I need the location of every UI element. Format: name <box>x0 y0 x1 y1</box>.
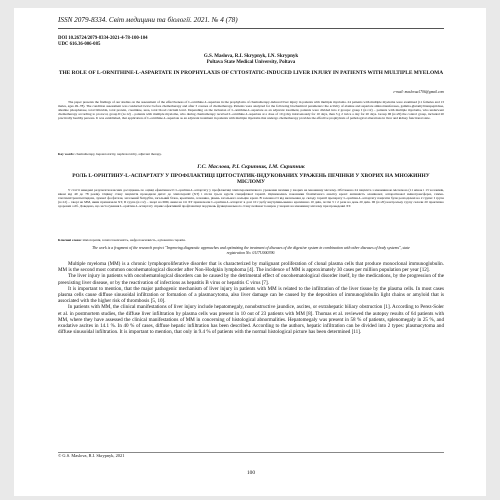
keywords-en-label: Key words: <box>58 152 75 156</box>
body-paragraph: It is important to mention, that the major pathogenic mechanism of liver injury in patients with MM is related to the infiltration of the liver tissue by the plasma cells. In most cases plasma cells cause diffuse sinusoidal infiltration or formation of a plasmacytoma, also liver damage can be caused by the deposition of immunoglobulin light chains or amyloid that is associated with the higher risk of thrombosis [5, 10]. <box>58 285 444 305</box>
abstract-ua: У статті наведені результати власних досліджень по оцінці ефективності L-орнітин-L-аспартату у профілактиці хіміотерапевтичного ураження печінки у хворих на множинну мієлому. Обстежено 24 пацієнта з множинною мієломою (11 жінок і 13 чоловіків, віком від 49 до 78 років). Оцінку стану пацієнтів проводили двічі: до хіміотерапії (ХТ) і після трьох курсів специфічної терапії. Оцінювались показники біохімічного аналізу крові: активність аланінової, аспарагінової амінотрансфераз, гамма-глютамілтранспептидази, лужної фосфатази, загальний білірубін, загальний білок, креатинін, сечовина, рівень загального кальцію крові. В залежності від включення до складу терапії препарату L-орнітин-L-аспартату пацієнти були розподілені на 2 групи: І група (n=12) – хворі на ММ, яким призначали ХТ, ІІ група (n=12) – хворі на ММ, яким на тлі ХТ призначали L-орнітин-L-аспартат в дозі 10 г/добу внутрішньовенно краплинно 10 днів, потім 3 г 2 рази на день 20 днів. ІІІ (n=20) контрольну групу склали 20 практично здорових осіб. Доведено, що застосування L-орнітин-L-аспартату сприяє ефективній профілактиці порушень функціонального стану печінки та нирок у хворих на множинну мієлому при проведенні ХТ. <box>58 188 444 209</box>
body-paragraph: In patients with MM, the clinical manifestations of liver injury include hepatomegaly, nonobstructive jaundice, ascites, or extrahepatic biliary obstruction [1]. According to Perez-Soler et al. in postmortem studies, the diffuse liver infiltration by plasma cells was present in 10 out of 23 patients with MM [8]. Thomas et al. reviewed the autopsy results of 64 patients with MM, where they have assessed the clinical manifestations of MM in concerning of histological abnormalities. Hepatomegaly was present in 58 % of patients, splenomegaly in 25 %, and exudative ascites in 14.1 %. In 40 % of cases, diffuse hepatic infiltration has been described. According to the authors, hepatic infiltration can be divided into 2 types: plasmacytoma and diffuse sinusoidal infiltration. It is important to mention, that only in 9.4 % of patients with the normal histological picture has been determined [11]. <box>58 304 444 336</box>
article-body <box>58 261 444 335</box>
doi-block <box>58 36 444 48</box>
keywords-ua-text: хіміотерапія, гепатотоксичність, нефротоксичність, ад'ювантна терапія. <box>82 238 186 242</box>
affiliation-en: Poltava State Medical University, Poltava <box>206 59 296 65</box>
keywords-en <box>58 152 444 156</box>
doi-line: DOI 10.26724/2079-8334-2021-4-78-100-104 <box>58 36 148 41</box>
copyright-footer: © G.S. Maslova, R.I. Skrypnyk, 2021 <box>58 452 444 463</box>
keywords-ua-label: Ключові слова: <box>58 238 82 242</box>
authors-ua: Г.С. Маслова, Р.І. Скрипник, І.М. Скрипник <box>197 164 305 170</box>
authors-en-block <box>58 54 444 65</box>
author-email: e-mail: maslovaa1706@gmail.com <box>393 90 444 94</box>
udc-line: UDC 616.36-006-085 <box>58 42 101 47</box>
research-note: The work is a fragment of the research project "Improving diagnostic approaches and optimizing the treatment of diseases of the digestive system in combination with other diseases of body systems", state registration No. 0117U000390. <box>92 246 410 255</box>
abstract-en: The paper presents the findings of our studies on the assessment of the effectiveness of L-ornithine-L-aspartate in the prophylaxis of chemotherapy-induced liver injury in patients with multiple myeloma. 24 patients with multiple myeloma were examined (11 females and 13 males, ages 49–78). The condition assessment was conducted twice: before chemotherapy and after 3 courses of chemotherapy. Patients were analyzed for the following biochemical parameters: the activity of alanine and aspartate aminotransferases, gamma-glutamyltranspeptidase, alkaline phosphatase, total bilirubin, total protein, creatinine, urea, total blood calcium level. Depending on the inclusion of L-ornithine-L-aspartate as an adjuvant treatment, patients were divided into 2 groups: group I (n=12) – patients with multiple myeloma, who underwent chemotherapy according to protocol, group II (n=12) – patients with multiple myeloma, who during chemotherapy received L-ornithine-L-aspartate at a dose of 10 g/day intravenously for 10 days, then 3 g 2 twice a day for 20 days. Group III (n=20) the control group, included 20 practically healthy persons. It was established, that application of L-ornithine-L-aspartate as an adjuvant treatment in patients with multiple myeloma that undergo chemotherapy provides the effective prophylaxis of pathological alterations in liver and kidney functional state. <box>58 100 444 121</box>
page-number: 100 <box>246 470 256 476</box>
journal-header: ISSN 2079-8334. Світ медицини та біології. 2021. № 4 (78) <box>58 16 444 29</box>
body-paragraph: The liver injury in patients with oncohematological disorders can be caused by the detrimental effect of oncohematological disorder itself, by the medications, by the progression of the preexisting liver disease, or by the reactivation of infections as hepatitis B virus or hepatitis C virus [7]. <box>58 273 444 286</box>
authors-en: G.S. Maslova, R.I. Skrypnyk, I.N. Skrypnyk <box>203 54 299 59</box>
keywords-en-text: chemotherapy, hepatotoxicity, nephrotoxicity, adjuvant therapy. <box>75 152 162 156</box>
journal-page <box>14 8 486 496</box>
body-paragraph: Multiple myeloma (MM) is a chronic lymphoproliferative disorder that is characterized by malignant proliferation of clonal plasma cells that produce monoclonal immunoglobulin. MM is the second most common oncohematological disorder after Non-Hodgkin lymphoma [4]. The incidence of MM is approximately 30 cases per million population per year [12]. <box>58 261 444 274</box>
title-ua: РОЛЬ L-ОРНІТИНУ-L-АСПАРТАТУ У ПРОФІЛАКТИЦІ ЦИТОСТАТИК-ІНДУКОВАНИХ УРАЖЕНЬ ПЕЧІНКИ У ХВОРИХ НА МНОЖИННУ МІЄЛОМУ <box>72 173 430 185</box>
title-en: THE ROLE OF L-ORNITHINE-L-ASPARTATE IN PROPHYLAXIS OF CYTOSTATIC-INDUCED LIVER INJURY IN PATIENTS WITH MULTIPLE MYELOMA <box>58 70 444 76</box>
keywords-ua <box>58 238 444 242</box>
